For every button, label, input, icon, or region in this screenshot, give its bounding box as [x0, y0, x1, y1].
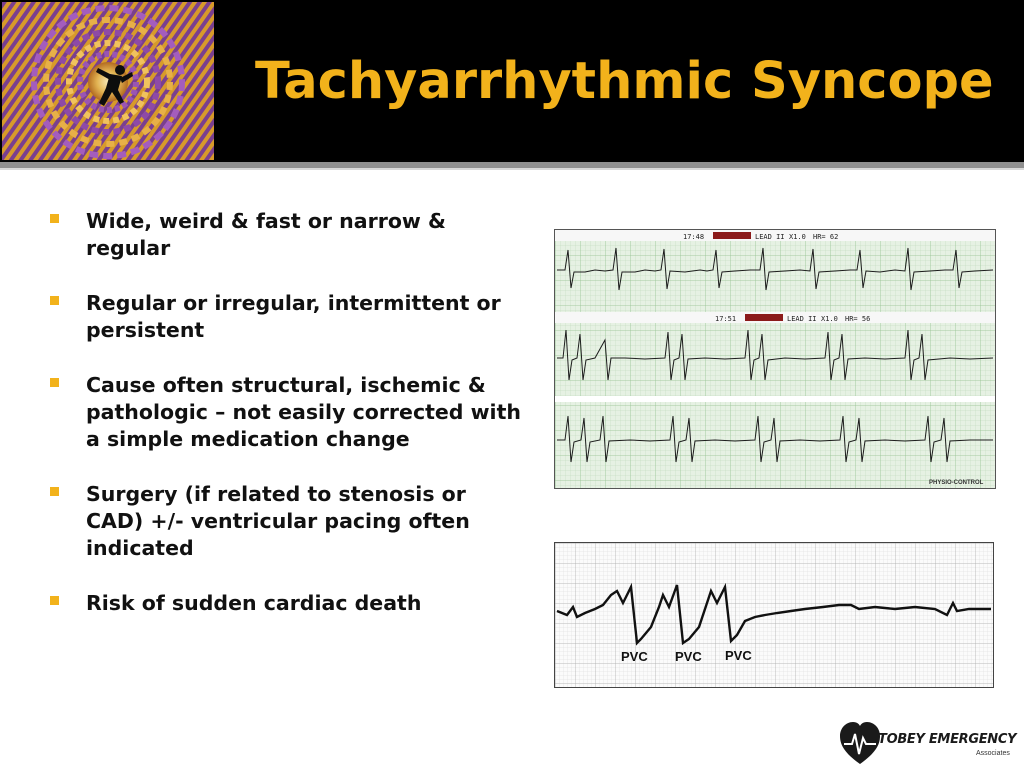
bullet-list [50, 208, 530, 645]
bullet-marker-icon [50, 214, 59, 223]
pvc-label: PVC [621, 649, 648, 664]
title-divider-highlight [0, 168, 1024, 170]
brand-name: TOBEY EMERGENCY [878, 732, 1017, 747]
ecg-header-hr: HR= 62 [813, 233, 839, 241]
ecg-header-gain: X1.0 [789, 233, 806, 241]
ecg-strip-bottom [554, 542, 994, 688]
pvc-label: PVC [725, 648, 752, 663]
bullet-text: Surgery (if related to stenosis or CAD) +/- ventricular pacing often indicated [86, 482, 470, 560]
bullet-item [50, 481, 530, 562]
bullet-item [50, 590, 530, 617]
bullet-text: Risk of sudden cardiac death [86, 591, 422, 615]
bullet-text: Regular or irregular, intermittent or persistent [86, 291, 501, 342]
ecg-header-lead: LEAD II [755, 233, 785, 241]
ecg-strip-top [554, 229, 996, 489]
bullet-marker-icon [50, 378, 59, 387]
ecg-header-gain: X1.0 [821, 315, 838, 323]
ecg-header-lead: LEAD II [787, 315, 817, 323]
bullet-text: Wide, weird & fast or narrow & regular [86, 209, 446, 260]
ecg-header-hr: HR= 56 [845, 315, 871, 323]
heart-pulse-icon [840, 722, 880, 764]
bullet-item [50, 290, 530, 344]
ecg-footer-brand: PHYSIO-CONTROL [929, 480, 984, 486]
bullet-text: Cause often structural, ischemic & pathologic – not easily corrected with a simple medication change [86, 373, 521, 451]
brand-subtitle: Associates [976, 750, 1010, 757]
spiral-illusion-logo-icon [2, 2, 214, 160]
pvc-label: PVC [675, 649, 702, 664]
bullet-marker-icon [50, 296, 59, 305]
bullet-item [50, 208, 530, 262]
ecg-header-time: 17:51 [715, 315, 737, 323]
bullet-marker-icon [50, 596, 59, 605]
bullet-marker-icon [50, 487, 59, 496]
ecg-header-time: 17:48 [683, 233, 705, 241]
bullet-item [50, 372, 530, 453]
slide-title: Tachyarrhythmic Syncope [255, 52, 994, 111]
